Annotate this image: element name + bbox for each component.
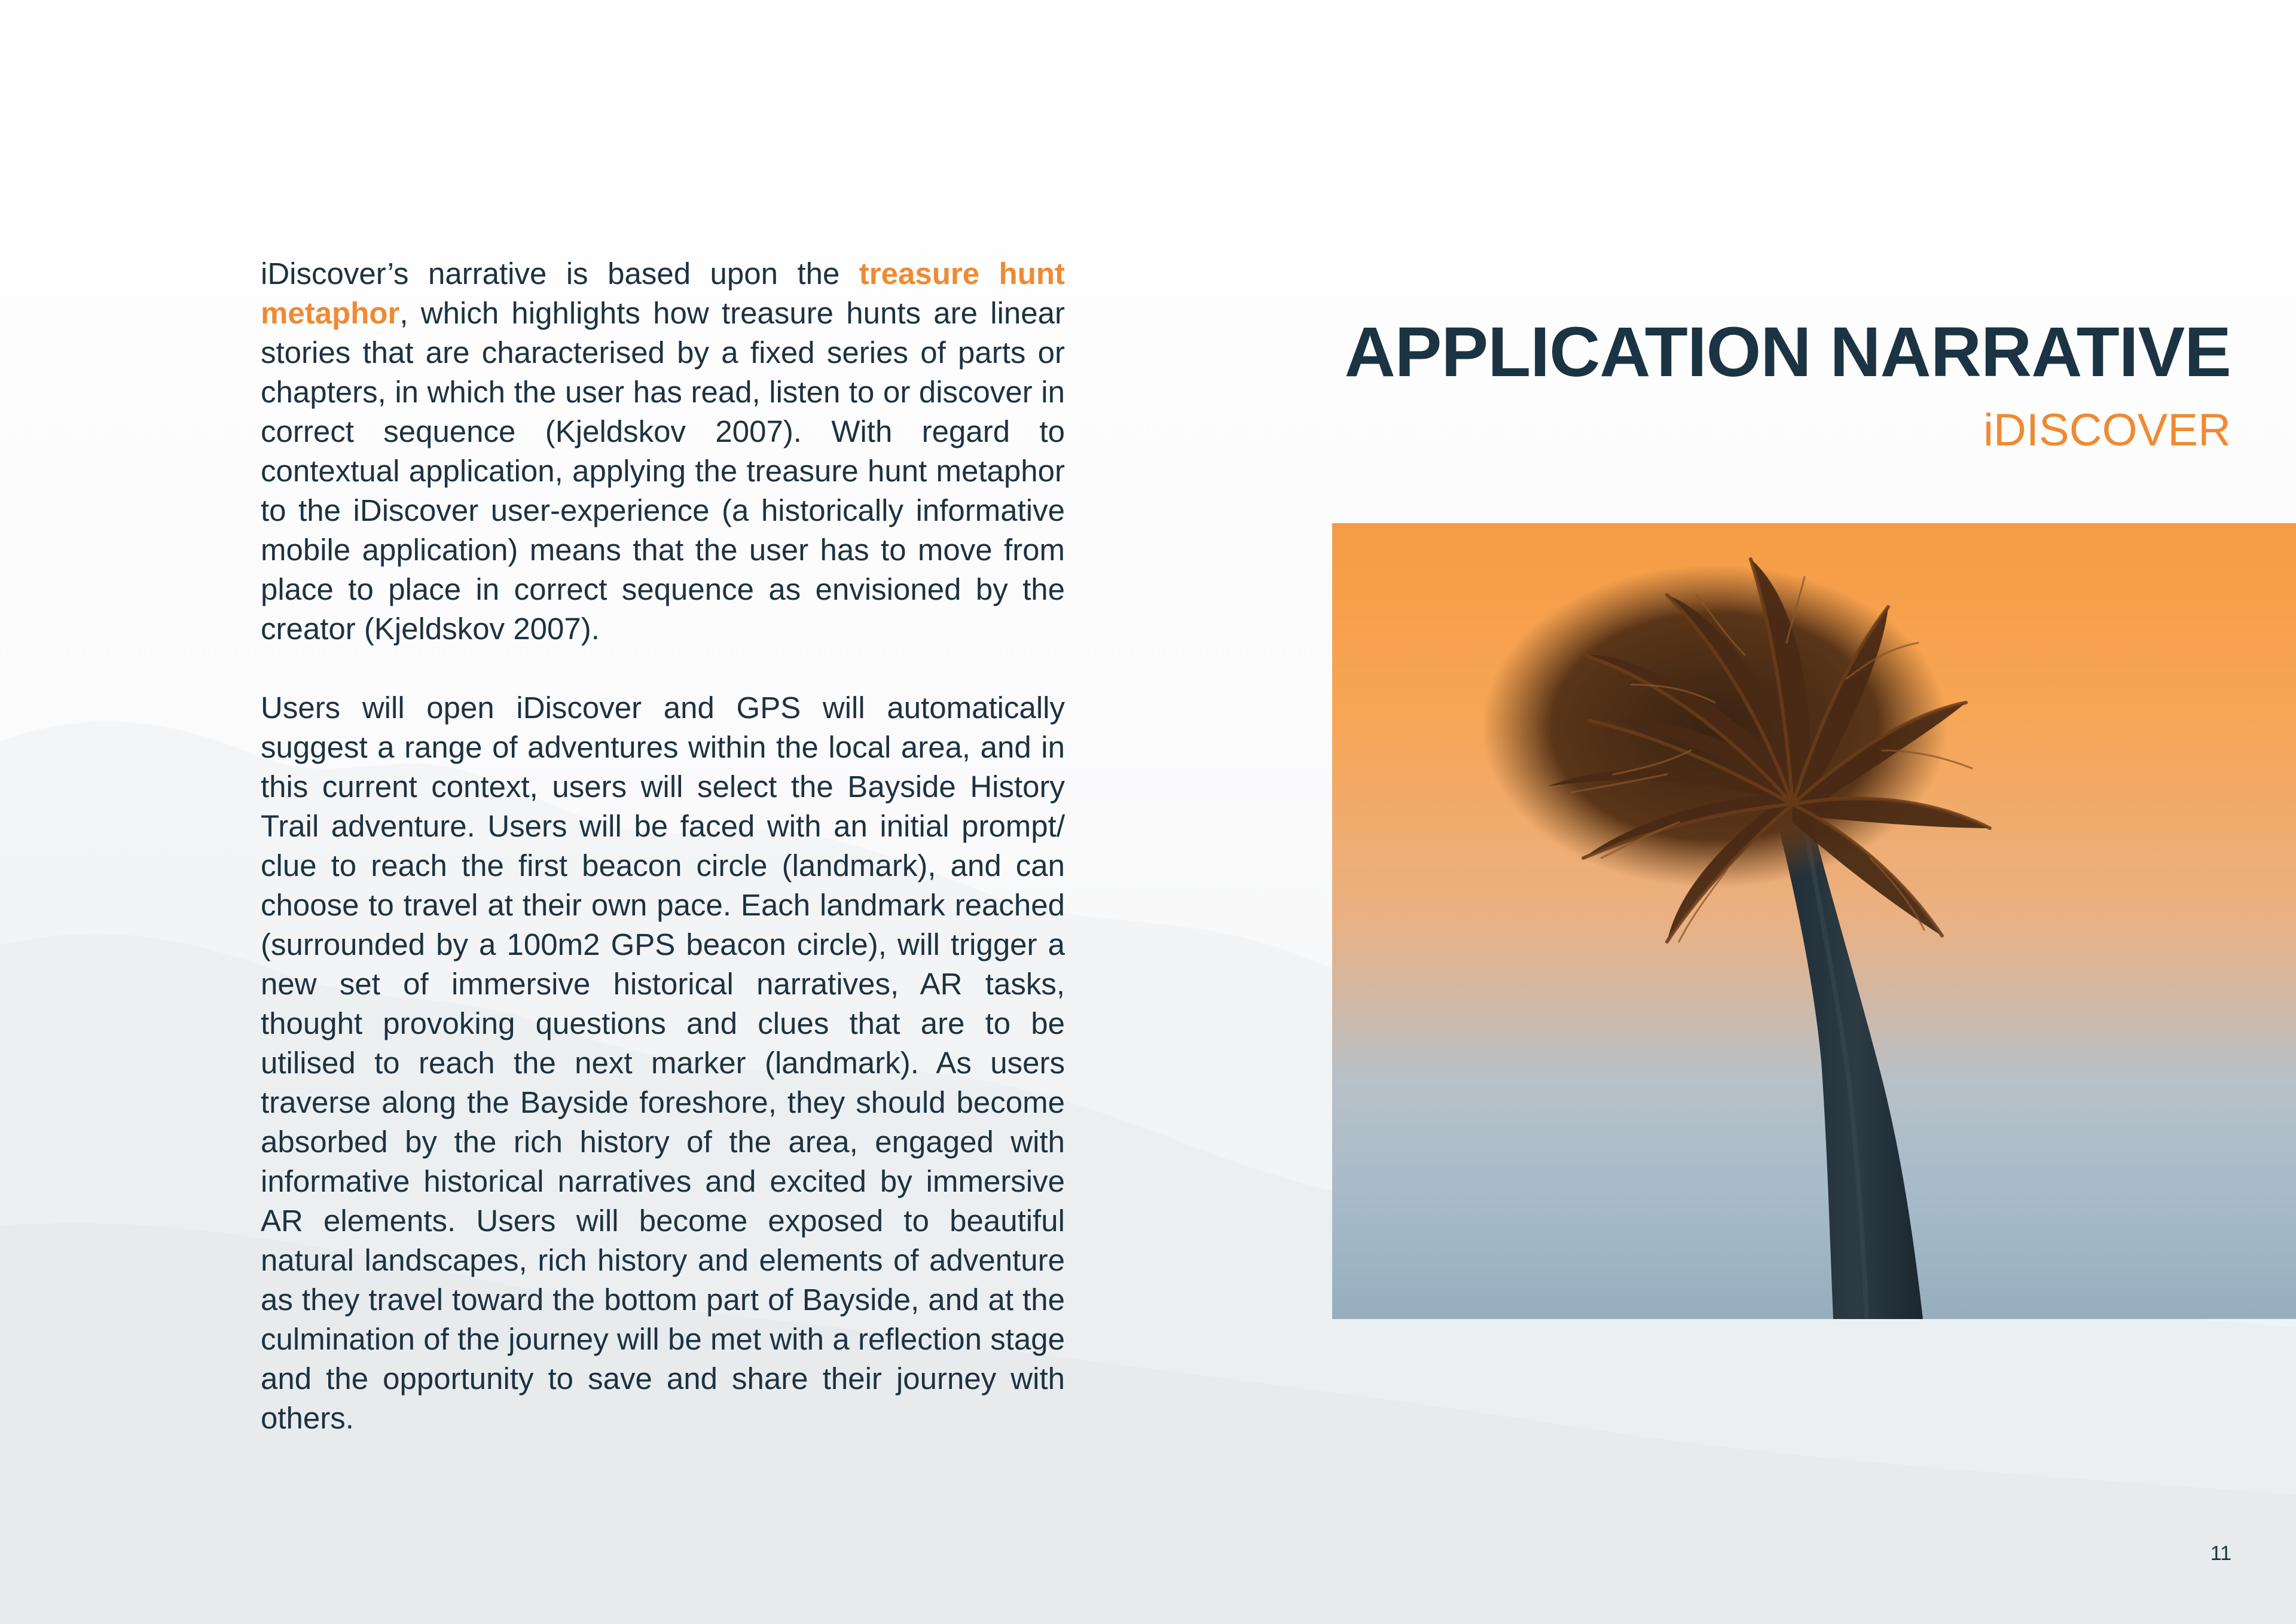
paragraph-1-rest: , which highlights how treasure hunts are linear stories that are characterised by a fixed series of parts or chapters, in which the user has read, listen to or discover in correct sequence (Kjeldskov 2007). With regard to contextual application, applying the treasure hunt metaphor to the iDiscover user-experience (a historically informative mobile application) means that the user has to move from place to place in correct sequence as envisioned by the creator (Kjeldskov 2007). bbox=[261, 296, 1065, 646]
body-text bbox=[261, 254, 1065, 1438]
paragraph-user-journey: Users will open iDiscover and GPS will automatically suggest a range of adventures within the local area, and in this current context, users will select the Bayside History Trail adventure. Users will be faced with an initial prompt/ clue to reach the first beacon circle (landmark), and can choose to travel at their own pace. Each landmark reached (surrounded by a 100m2 GPS beacon circle), will trigger a new set of immersive historical narratives, AR tasks, thought provoking questions and clues that are to be utilised to reach the next marker (landmark). As users traverse along the Bayside foreshore, they should become absorbed by the rich history of the area, engaged with informative historical narratives and excited by immersive AR elements. Users will become exposed to beautiful natural landscapes, rich history and elements of adventure as they travel toward the bottom part of Bayside, and at the culmination of the journey will be met with a reflection stage and the opportunity to save and share their journey with others. bbox=[261, 691, 1065, 1435]
page-subtitle: iDISCOVER bbox=[1983, 405, 2231, 456]
paragraph-1-lead: iDiscover’s narrative is based upon the bbox=[261, 257, 859, 291]
paragraph-treasure-hunt bbox=[261, 254, 1065, 649]
page-title: APPLICATION NARRATIVE bbox=[1344, 313, 2231, 392]
palm-tree-icon bbox=[1332, 523, 2296, 1319]
treasure-hunt-highlight: treasure hunt metaphor bbox=[261, 257, 1065, 330]
page-number: 11 bbox=[2210, 1542, 2231, 1565]
palm-tree-photo bbox=[1332, 523, 2296, 1319]
